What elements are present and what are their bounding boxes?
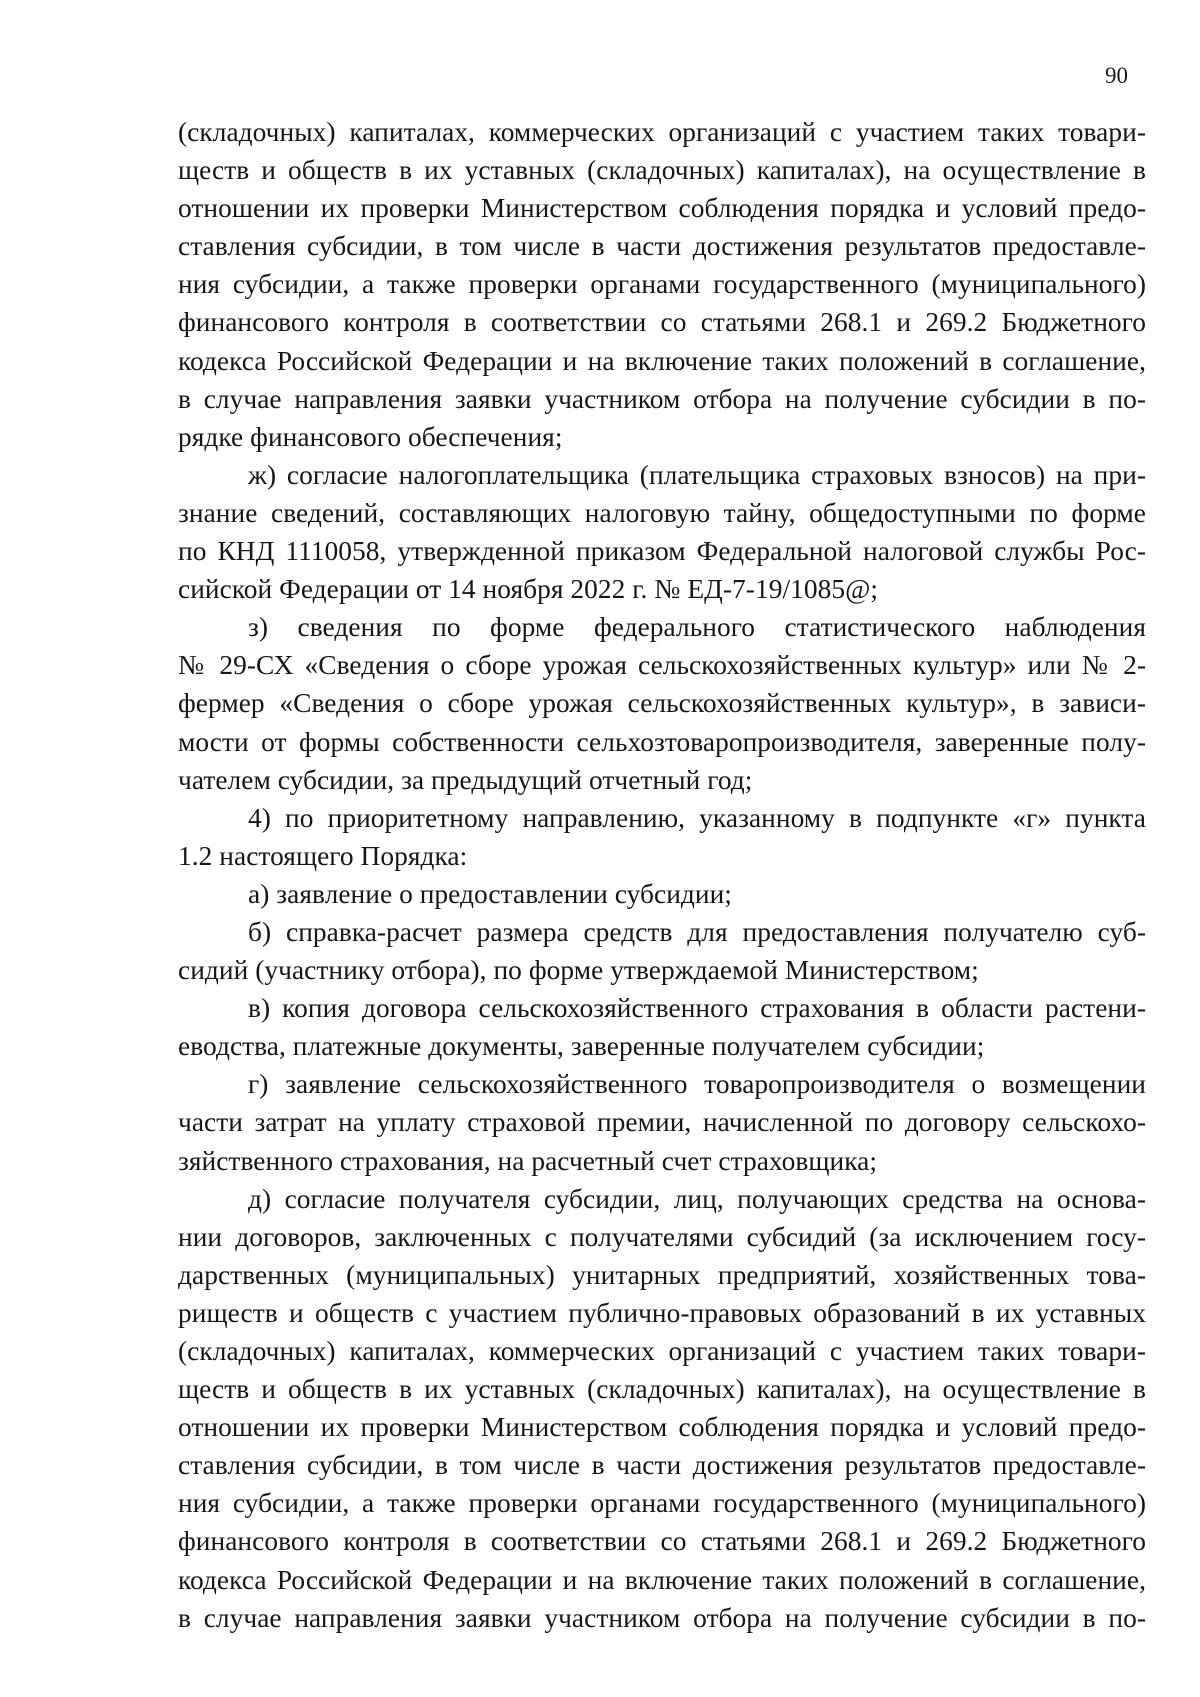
- text-line: риществ и обществ с участием публично-правовых образований в их уставных: [178, 1297, 1146, 1328]
- text-line: знание сведений, составляющих налоговую тайну, общедоступными по форме: [178, 497, 1146, 528]
- text-line: кодекса Российской Федерации и на включение таких положений в соглашение,: [178, 345, 1146, 376]
- text-line: з) сведения по форме федерального статистического наблюдения: [248, 612, 1146, 643]
- text-line: ставления субсидии, в том числе в части достижения результатов предоставле-: [178, 231, 1146, 262]
- body-text: [178, 113, 1146, 1637]
- text-line: зяйственного страхования, на расчетный счет страховщика;: [178, 1145, 877, 1176]
- text-line: дарственных (муниципальных) унитарных предприятий, хозяйственных това-: [178, 1259, 1146, 1290]
- text-line: 1.2 настоящего Порядка:: [178, 840, 468, 871]
- text-line: д) согласие получателя субсидии, лиц, получающих средства на основа-: [248, 1183, 1146, 1214]
- text-line: сийской Федерации от 14 ноября 2022 г. № ЕД-7-19/1085@;: [178, 574, 879, 605]
- text-line: финансового контроля в соответствии со статьями 268.1 и 269.2 Бюджетного: [178, 307, 1146, 338]
- text-line: (складочных) капиталах, коммерческих организаций с участием таких товари-: [178, 117, 1146, 147]
- text-line: № 29-СХ «Сведения о сборе урожая сельскохозяйственных культур» или № 2-: [178, 650, 1146, 681]
- text-line: отношении их проверки Министерством соблюдения порядка и условий предо-: [178, 193, 1146, 224]
- text-line: г) заявление сельскохозяйственного товаропроизводителя о возмещении: [248, 1069, 1146, 1100]
- text-line: нии договоров, заключенных с получателями субсидий (за исключением госу-: [178, 1221, 1146, 1252]
- text-line: 4) по приоритетному направлению, указанному в подпункте «г» пункта: [248, 802, 1146, 833]
- text-line: части затрат на уплату страховой премии, начисленной по договору сельскохо-: [178, 1107, 1146, 1138]
- text-line: финансового контроля в соответствии со статьями 268.1 и 269.2 Бюджетного: [178, 1526, 1146, 1557]
- text-line: ния субсидии, а также проверки органами государственного (муниципального): [178, 1488, 1146, 1519]
- text-line: сидий (участнику отбора), по форме утверждаемой Министерством;: [178, 955, 979, 986]
- text-line: мости от формы собственности сельхозтоваропроизводителя, заверенные полу-: [178, 726, 1146, 757]
- text-line: рядке финансового обеспечения;: [178, 421, 563, 452]
- text-line: отношении их проверки Министерством соблюдения порядка и условий предо-: [178, 1412, 1146, 1443]
- text-line: ществ и обществ в их уставных (складочных) капиталах), на осуществление в: [178, 155, 1146, 186]
- text-line: а) заявление о предоставлении субсидии;: [248, 878, 732, 909]
- text-line: чателем субсидии, за предыдущий отчетный год;: [178, 764, 753, 795]
- text-line: в) копия договора сельскохозяйственного страхования в области растени-: [248, 993, 1146, 1024]
- text-line: в случае направления заявки участником отбора на получение субсидии в по-: [178, 1602, 1146, 1633]
- text-line: (складочных) капиталах, коммерческих организаций с участием таких товари-: [178, 1336, 1146, 1366]
- text-line: по КНД 1110058, утвержденной приказом Федеральной налоговой службы Рос-: [178, 536, 1146, 567]
- text-line: ния субсидии, а также проверки органами государственного (муниципального): [178, 269, 1146, 300]
- page-number: 90: [1105, 63, 1128, 88]
- text-line: в случае направления заявки участником отбора на получение субсидии в по-: [178, 383, 1146, 414]
- text-line: ж) согласие налогоплательщика (плательщика страховых взносов) на при-: [248, 459, 1146, 490]
- text-line: еводства, платежные документы, заверенные получателем субсидии;: [178, 1031, 985, 1062]
- text-line: фермер «Сведения о сборе урожая сельскохозяйственных культур», в зависи-: [178, 688, 1146, 719]
- text-line: б) справка-расчет размера средств для предоставления получателю суб-: [248, 916, 1146, 947]
- text-line: ществ и обществ в их уставных (складочных) капиталах), на осуществление в: [178, 1374, 1146, 1405]
- text-line: ставления субсидии, в том числе в части достижения результатов предоставле-: [178, 1450, 1146, 1481]
- text-line: кодекса Российской Федерации и на включение таких положений в соглашение,: [178, 1564, 1146, 1595]
